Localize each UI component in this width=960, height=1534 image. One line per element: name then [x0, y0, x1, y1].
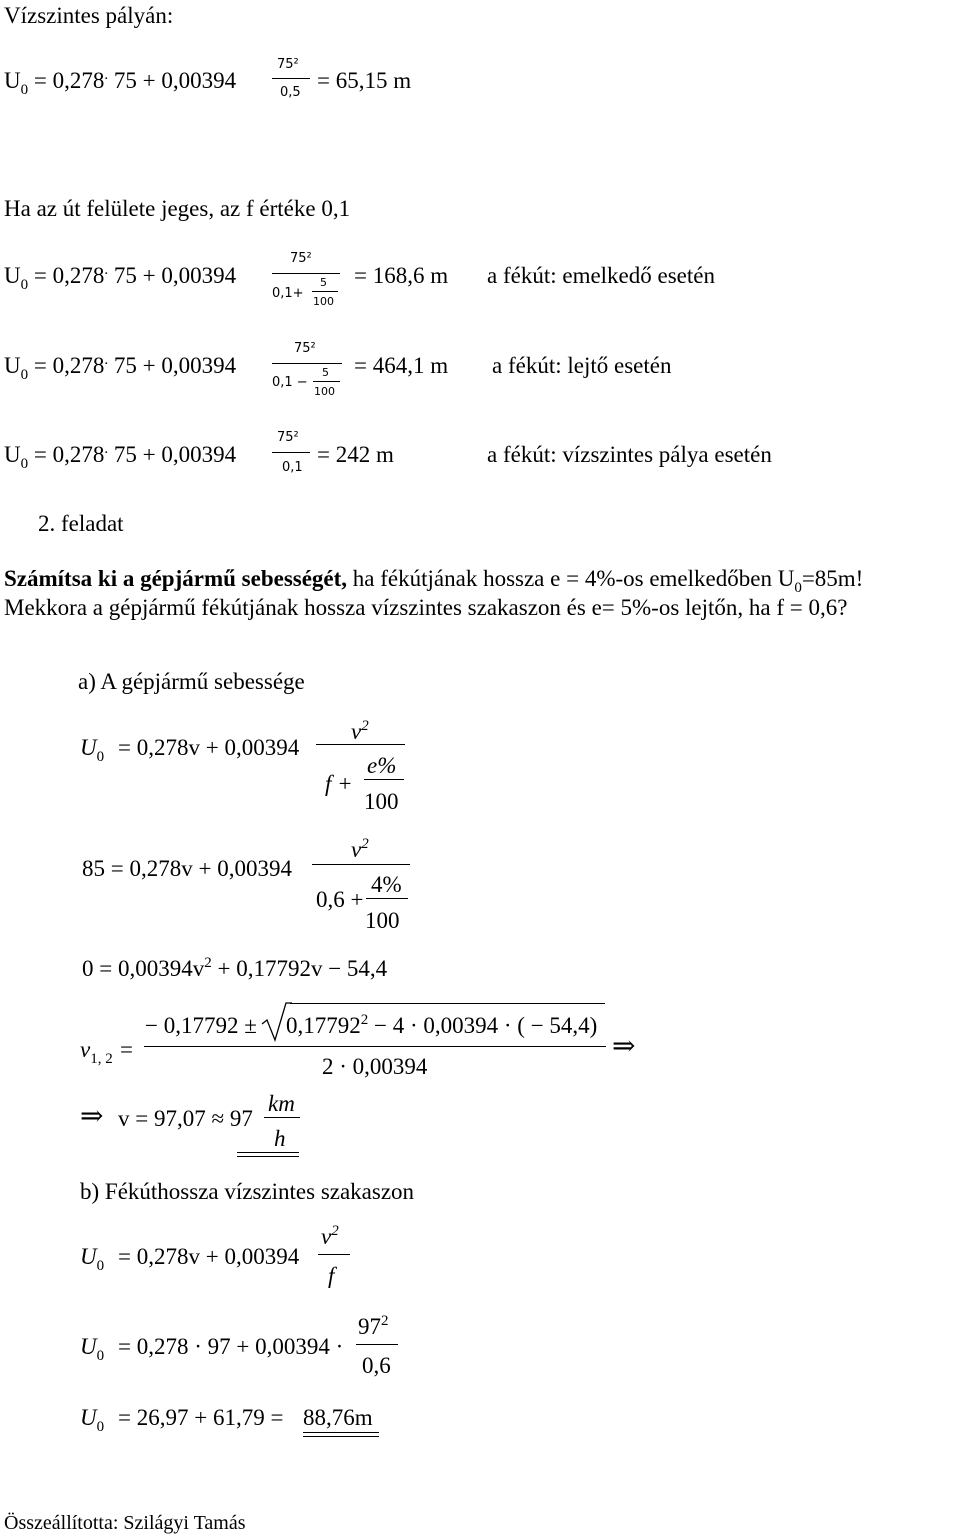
formula-rhs: = 0,278v + 0,00394	[118, 1244, 300, 1269]
implies-arrow-icon: ⇒	[80, 1101, 104, 1132]
fraction-bar	[272, 273, 340, 274]
formula-lhs: $U_0 = 0,278^.$ 75 + 0,00394	[4, 67, 237, 98]
fraction-numerator: $v^2$	[351, 718, 369, 744]
formula-description: a fékút: vízszintes pálya esetén	[487, 442, 772, 467]
formula-lhs: $U_0 = 0,278^.$ 75 + 0,00394	[4, 352, 237, 383]
fraction-bar	[272, 452, 310, 453]
formula-result: = 168,6 m	[354, 263, 449, 288]
fraction-numerator: $v^2$	[351, 836, 369, 862]
inner-fraction-bar	[313, 381, 340, 382]
formula-result: = 464,1 m	[354, 353, 449, 378]
fraction-numerator: 75²	[277, 430, 299, 445]
speed-value: v = 97,07 ≈ 97	[118, 1106, 253, 1131]
fraction-bar	[312, 864, 410, 865]
task-question-line2: Mekkora a gépjármű fékútjának hossza vízszintes szakaszon és e= 5%-os lejtőn, ha f = 0,6?	[4, 595, 848, 620]
denominator-term: 0,1 −	[272, 375, 308, 390]
inner-denominator: 100	[365, 908, 400, 933]
inner-denominator: 100	[313, 295, 334, 308]
formula-lhs: $U_0$	[80, 1334, 105, 1364]
inner-fraction-bar	[366, 898, 408, 899]
fraction-numerator: 75²	[277, 57, 299, 72]
braking-distance-result: 88,76m	[303, 1405, 373, 1430]
fraction-denominator: 0,1	[282, 460, 303, 475]
inner-numerator: e%	[367, 753, 397, 778]
denominator-term: 0,1+	[272, 286, 304, 301]
fraction-numerator: $v^2$	[321, 1223, 339, 1249]
inner-numerator: 5	[320, 276, 327, 289]
formula-lhs: $U_0 = 0,278^.$ 75 + 0,00394	[4, 262, 237, 293]
unit-denominator: h	[274, 1126, 286, 1151]
double-underline	[303, 1432, 379, 1437]
fraction-bar	[272, 78, 310, 79]
formula-lhs: $U_0$	[80, 1405, 105, 1435]
fraction-denominator: 2 · 0,00394	[322, 1054, 428, 1079]
fraction-bar	[318, 1254, 350, 1255]
task-question-line1: Számítsa ki a gépjármű sebességét, ha fékútjának hossza e = 4%-os emelkedőben $U_0=85m$!	[4, 566, 864, 596]
formula-lhs: $v_{1, 2}$	[80, 1037, 113, 1067]
inner-denominator: 100	[364, 789, 399, 814]
fraction-bar	[356, 1344, 398, 1345]
fraction-denominator: 0,5	[280, 85, 301, 100]
footer-author: Összeállította: Szilágyi Tamás	[4, 1512, 246, 1534]
formula-rhs: = 0,278v + 0,00394	[118, 735, 300, 760]
inner-fraction-bar	[364, 779, 404, 780]
radicand: 0,17792$^2$ − 4 · 0,00394 · ( − 54,4)	[286, 1012, 598, 1038]
formula-lhs: $U_0$	[80, 1244, 105, 1274]
formula-lhs: $U_0$	[80, 735, 105, 765]
part-b-heading: b) Fékúthossza vízszintes szakaszon	[80, 1179, 415, 1204]
section-heading: Vízszintes pályán:	[4, 3, 174, 28]
fraction-bar	[144, 1046, 606, 1047]
formula-result: = 65,15 m	[317, 68, 412, 93]
formula-lhs: 85 = 0,278v + 0,00394	[82, 856, 292, 881]
formula-rhs: = 26,97 + 61,79 =	[118, 1405, 284, 1430]
formula-description: a fékút: lejtő esetén	[492, 353, 672, 378]
fraction-bar	[272, 363, 342, 364]
part-a-heading: a) A gépjármű sebessége	[78, 669, 305, 694]
ice-note: Ha az út felülete jeges, az f értéke 0,1	[4, 196, 351, 221]
double-underline	[237, 1152, 299, 1157]
radical-overbar	[290, 1003, 605, 1004]
fraction-bar	[316, 744, 405, 745]
formula-lhs: $U_0 = 0,278^.$ 75 + 0,00394	[4, 441, 237, 472]
denominator-term: 0,6 +	[316, 887, 364, 912]
fraction-denominator: f	[328, 1263, 335, 1288]
fraction-numerator: $97^2$	[358, 1313, 389, 1339]
fraction-numerator: 75²	[290, 251, 312, 266]
implies-arrow-icon: ⇒	[612, 1031, 636, 1062]
fraction-denominator: 0,6	[362, 1353, 391, 1378]
formula-rhs: = 0,278 · 97 + 0,00394 ·	[118, 1334, 344, 1359]
formula-description: a fékút: emelkedő esetén	[487, 263, 715, 288]
inner-fraction-bar	[312, 291, 338, 292]
denominator-term: f +	[325, 771, 353, 796]
unit-fraction-bar	[264, 1117, 300, 1118]
formula-result: = 242 m	[317, 442, 394, 467]
inner-denominator: 100	[314, 385, 335, 398]
formula-quadratic: $0 = 0,00394v^2 + 0,17792v - 54,4$	[82, 955, 388, 981]
unit-numerator: km	[268, 1091, 295, 1116]
task-title: 2. feladat	[38, 511, 124, 536]
inner-numerator: 4%	[371, 872, 402, 897]
fraction-numerator: 75²	[294, 341, 316, 356]
equals-sign: =	[120, 1037, 133, 1062]
solution-numerator-term: − 0,17792 ±	[145, 1013, 257, 1038]
inner-numerator: 5	[322, 366, 329, 379]
